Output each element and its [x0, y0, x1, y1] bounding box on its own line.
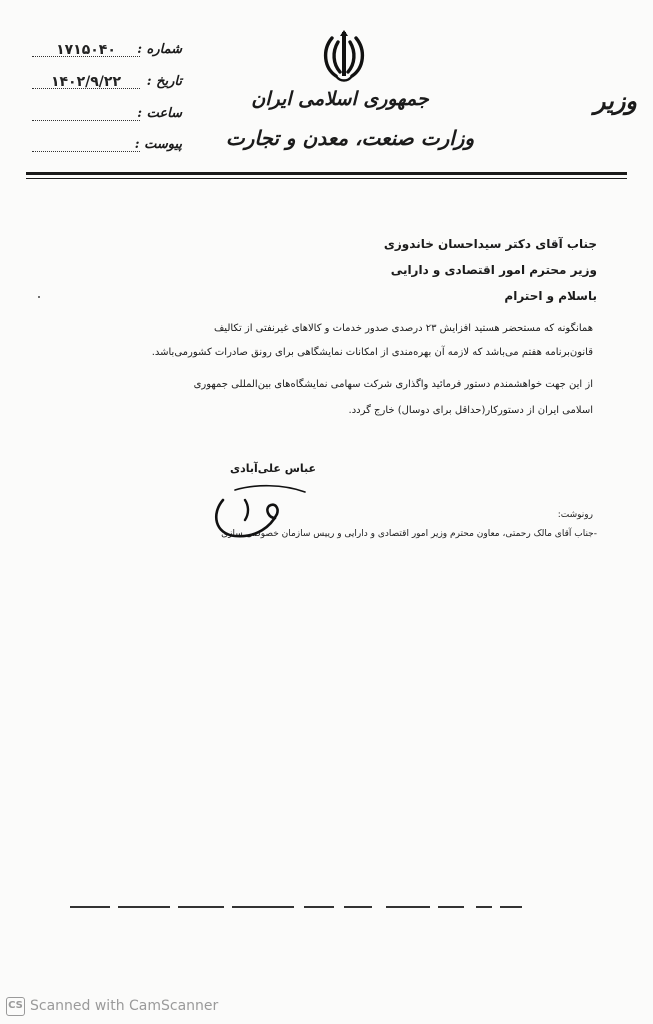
meta-number-value: ۱۷۱۵۰۴۰ — [56, 42, 116, 58]
body-paragraph-1-line-2: قانون‌برنامه هفتم می‌باشد که لازمه آن بهره‌مندی از امکانات نمایشگاهی برای رونق صادرات کشورمی‌باشد. — [151, 347, 593, 358]
letterhead-minister-title: وزیر — [593, 86, 637, 115]
footer-dash — [476, 906, 492, 908]
meta-date-field — [32, 74, 182, 96]
letterhead-ministry: وزارت صنعت، معدن و تجارت — [225, 126, 475, 150]
footer-dash — [178, 906, 224, 908]
meta-attachment-label: پیوست : — [134, 137, 182, 152]
meta-time-label: ساعت : — [137, 106, 182, 121]
meta-date-label: تاریخ : — [146, 74, 182, 89]
footer-dash — [438, 906, 464, 908]
greeting: باسلام و احترام — [504, 289, 597, 303]
cc-recipient: -جناب آقای مالک رحمتی، معاون محترم وزیر امور اقتصادی و دارایی و رییس سازمان خصوصی سازی — [221, 529, 597, 539]
meta-number-field — [32, 42, 182, 64]
body-paragraph-2-line-2: اسلامی ایران از دستورکار(حداقل برای دوسال) خارج گردد. — [348, 405, 593, 416]
footer-dash — [118, 906, 170, 908]
meta-attachment-field — [32, 137, 182, 159]
camscanner-logo-icon: CS — [6, 997, 25, 1016]
iran-emblem-icon — [318, 28, 370, 84]
header-divider-thick — [26, 172, 627, 175]
camscanner-text: Scanned with CamScanner — [30, 998, 219, 1014]
cc-label: رونوشت: — [557, 510, 593, 520]
meta-time-line — [32, 120, 140, 121]
scan-speck — [38, 296, 40, 298]
body-paragraph-2-line-1: از این جهت خواهشمندم دستور فرمائید واگذاری شرکت سهامی نمایشگاه‌های بین‌المللی جمهوری — [193, 379, 593, 390]
recipient-title: وزیر محترم امور اقتصادی و دارایی — [390, 263, 597, 277]
camscanner-watermark — [6, 995, 218, 1017]
recipient-name: جناب آقای دکتر سیداحسان خاندوزی — [383, 237, 597, 251]
meta-date-line — [32, 88, 140, 89]
body-paragraph-1-line-1: همانگونه که مستحضر هستید افزایش ۲۳ درصدی صدور خدمات و کالاهای غیرنفتی از تکالیف — [213, 323, 593, 334]
footer-dash — [344, 906, 372, 908]
meta-time-field — [32, 106, 182, 128]
header-divider-thin — [26, 178, 627, 179]
footer-dash — [70, 906, 110, 908]
meta-attachment-line — [32, 151, 140, 152]
footer-dash — [386, 906, 430, 908]
meta-number-label: شماره : — [137, 42, 182, 57]
meta-date-value: ۱۴۰۲/۹/۲۲ — [50, 74, 122, 90]
letterhead-country: جمهوری اسلامی ایران — [251, 88, 429, 110]
footer-dash — [232, 906, 294, 908]
meta-number-line — [32, 56, 140, 57]
signer-name: عباس علی‌آبادی — [230, 462, 317, 475]
footer-dash — [304, 906, 334, 908]
footer-dash — [500, 906, 522, 908]
